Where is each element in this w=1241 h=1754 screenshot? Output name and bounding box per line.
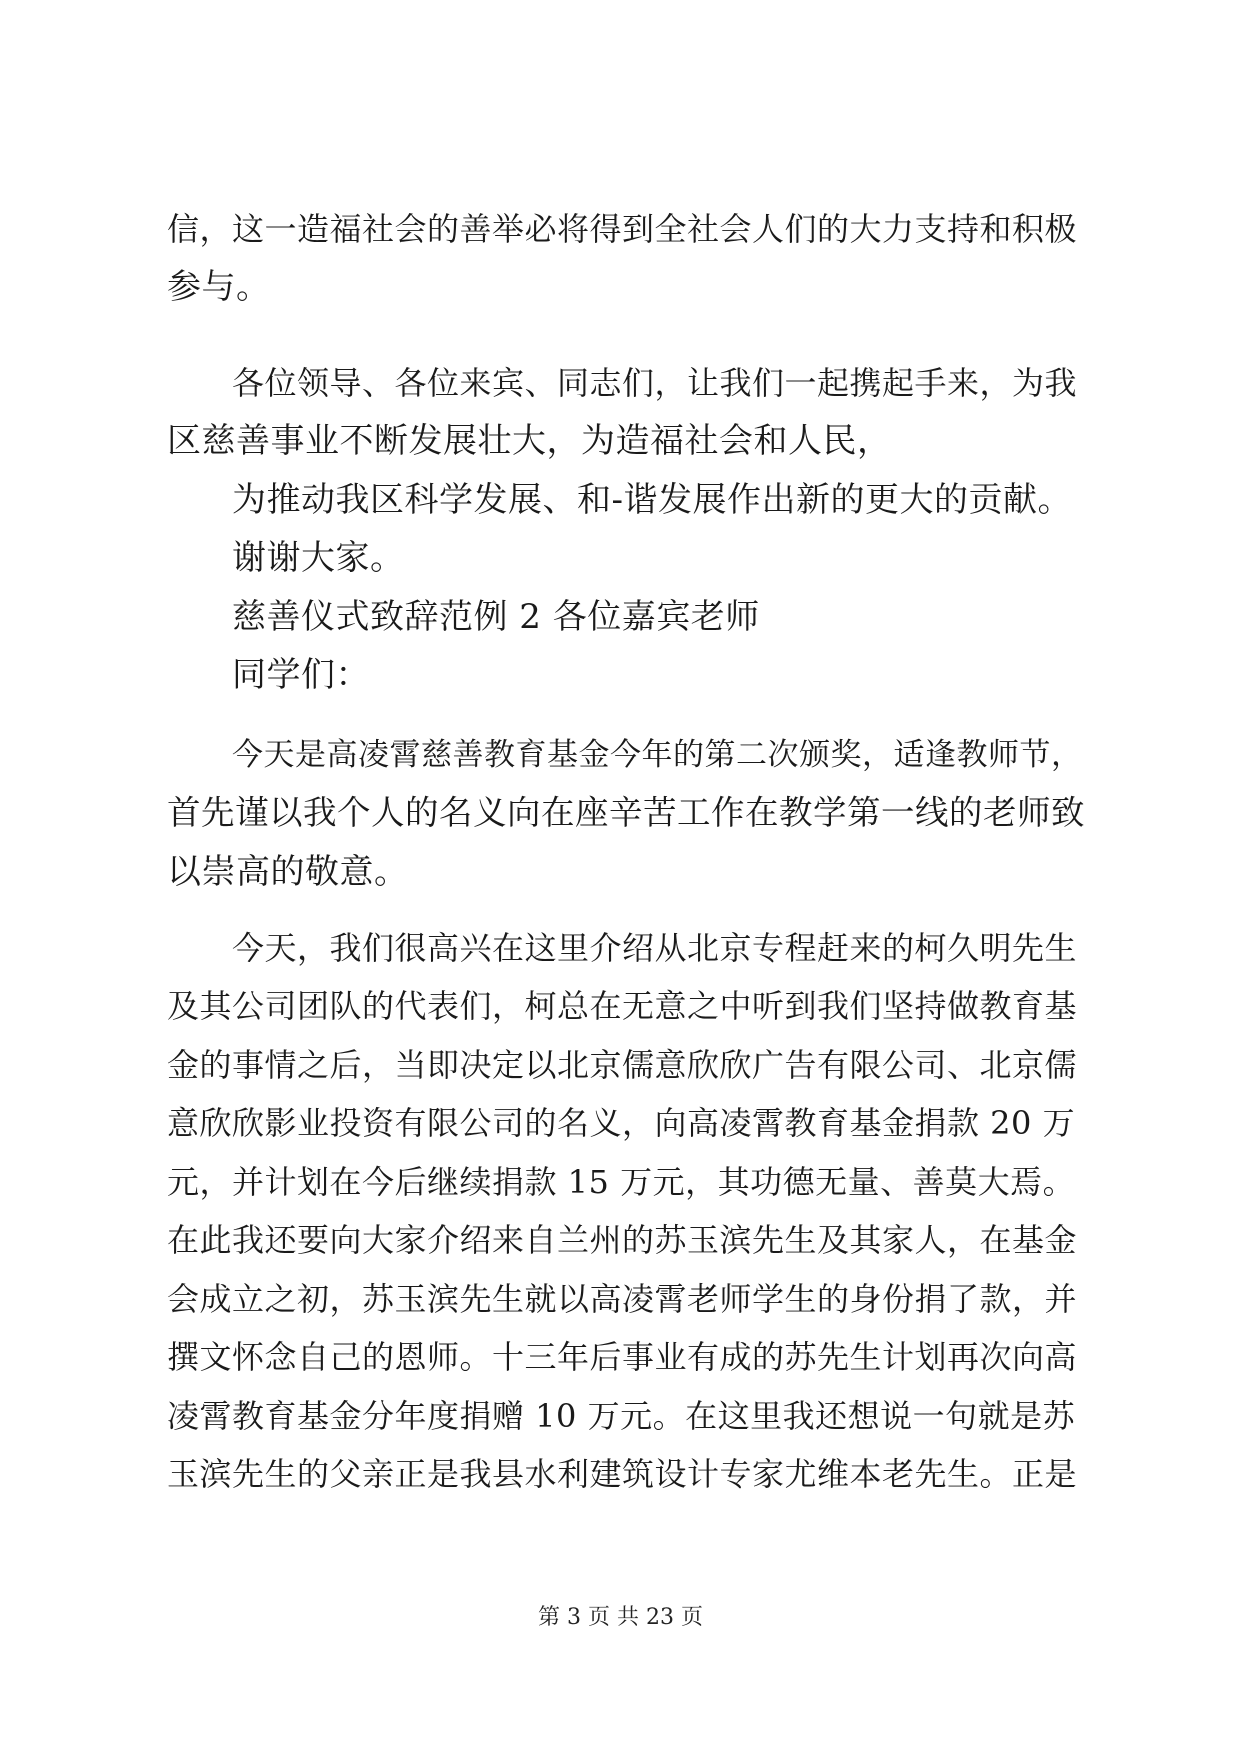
text-line: 会成立之初，苏玉滨先生就以高凌霄老师学生的身份捐了款，并 [167,1280,1078,1318]
text-line: 金的事情之后，当即决定以北京儒意欣欣广告有限公司、北京儒 [167,1046,1078,1084]
text-line: 意欣欣影业投资有限公司的名义，向高凌霄教育基金捐款 20 万 [167,1104,1076,1142]
text-line: 今天是高凌霄慈善教育基金今年的第二次颁奖，适逢教师节， [232,737,1083,773]
text-line: 及其公司团队的代表们，柯总在无意之中听到我们坚持做教育基 [167,987,1078,1025]
text-line: 首先谨以我个人的名义向在座辛苦工作在教学第一线的老师致 [167,793,1085,832]
text-line: 为推动我区科学发展、和-谐发展作出新的更大的贡献。 [232,480,1072,520]
text-line: 区慈善事业不断发展壮大，为造福社会和人民， [167,421,892,461]
text-line: 谢谢大家。 [232,538,405,578]
text-line: 参与。 [167,267,271,307]
text-line: 撰文怀念自己的恩师。十三年后事业有成的苏先生计划再次向高 [167,1338,1078,1376]
text-line: 玉滨先生的父亲正是我县水利建筑设计专家尤维本老先生。正是 [167,1455,1078,1493]
text-line: 同学们： [232,655,370,695]
text-line: 在此我还要向大家介绍来自兰州的苏玉滨先生及其家人，在基金 [167,1221,1078,1259]
text-line: 各位领导、各位来宾、同志们，让我们一起携起手来，为我 [232,364,1078,402]
text-line: 以崇高的敬意。 [167,852,409,892]
text-line: 慈善仪式致辞范例 2 各位嘉宾老师 [232,597,760,637]
text-line: 今天，我们很高兴在这里介绍从北京专程赶来的柯久明先生 [232,929,1078,967]
text-line: 凌霄教育基金分年度捐赠 10 万元。在这里我还想说一句就是苏 [167,1397,1076,1435]
page-number-footer: 第 3 页 共 23 页 [538,1605,703,1630]
text-line: 元，并计划在今后继续捐款 15 万元，其功德无量、善莫大焉。 [167,1163,1076,1201]
text-line: 信，这一造福社会的善举必将得到全社会人们的大力支持和积极 [167,210,1078,248]
